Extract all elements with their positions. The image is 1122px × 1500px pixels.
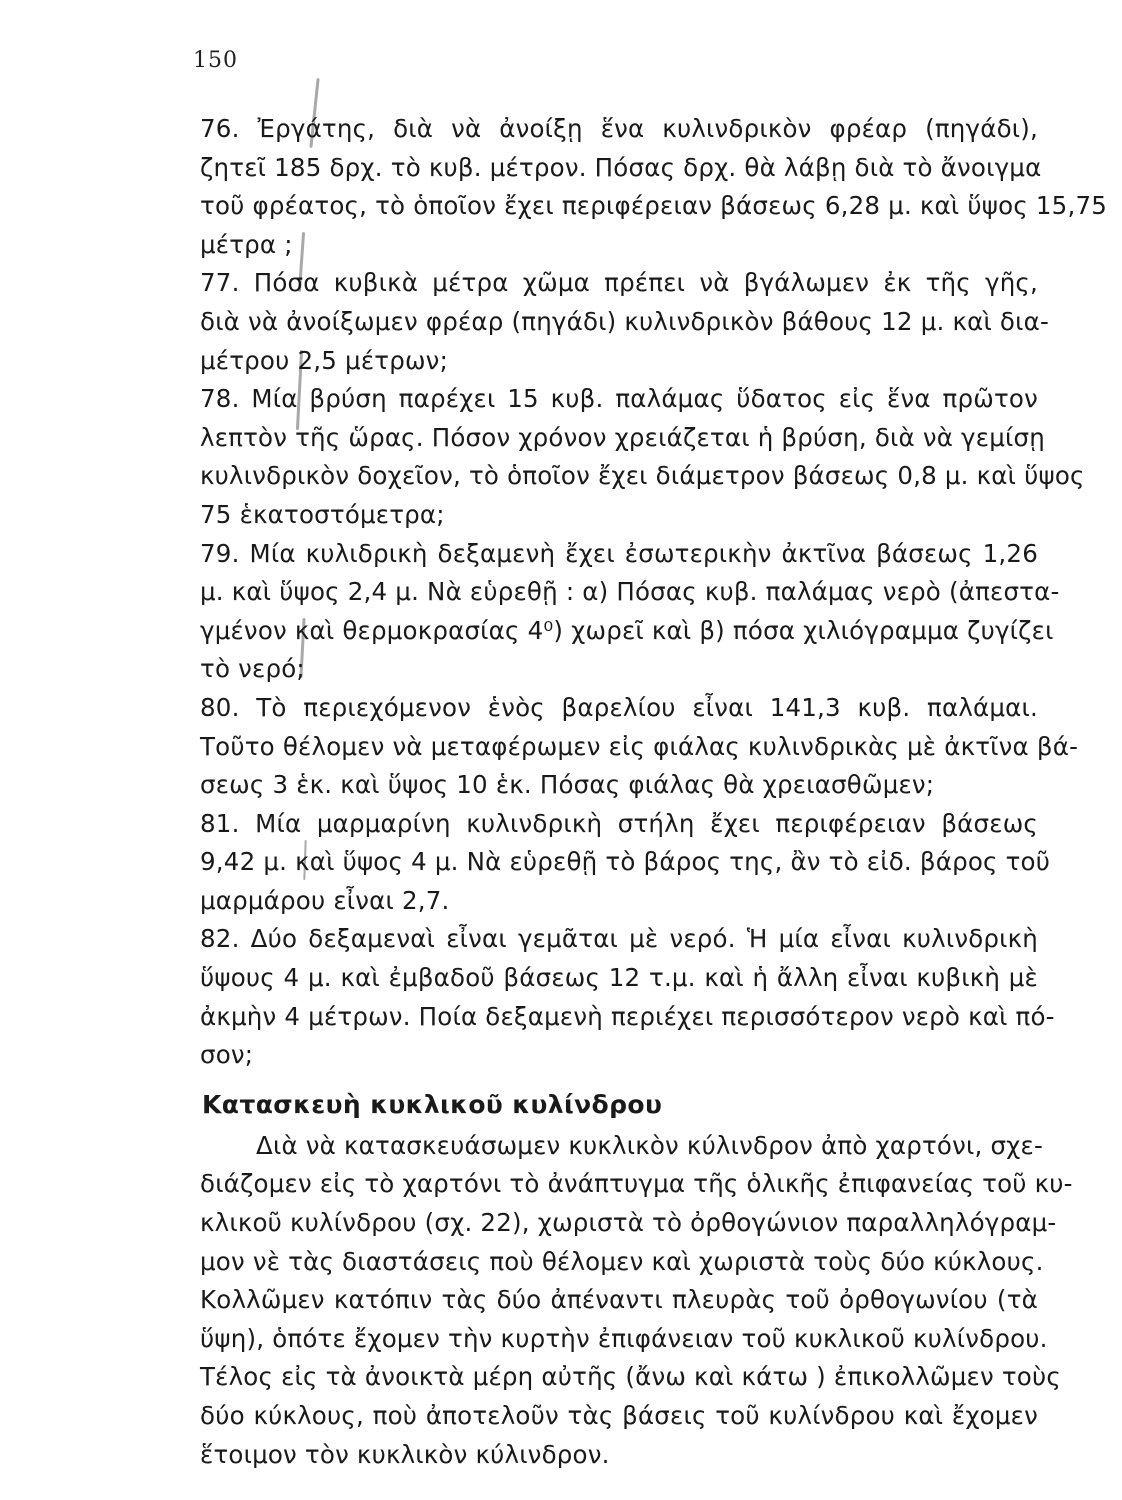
text-line: Τέλος εἰς τὰ ἀνοικτὰ μέρη αὐτῆς (ἄνω καὶ κάτω ) ἐπικολλῶμεν τοὺς — [200, 1362, 1061, 1392]
section-heading: Κατασκευὴ κυκλικοῦ κυλίνδρου — [202, 1089, 663, 1119]
text-line: δύο κύκλους, ποὺ ἀποτελοῦν τὰς βάσεις τοῦ κυλίνδρου καὶ ἔχομεν — [200, 1401, 1038, 1430]
text-line: Τοῦτο θέλομεν νὰ μεταφέρωμεν εἰς φιάλας κυλινδρικὰς μὲ ἀκτῖνα βά- — [200, 731, 1079, 761]
text-line: μαρμάρου εἶναι 2,7. — [200, 885, 450, 915]
text-line: ὕψη), ὁπότε ἔχομεν τὴν κυρτὴν ἐπιφάνειαν τοῦ κυκλικοῦ κυλίνδρου. — [200, 1323, 1048, 1353]
text-line: κυλινδρικὸν δοχεῖον, τὸ ὁποῖον ἔχει διάμετρον βάσεως 0,8 μ. καὶ ὕψος — [200, 461, 1085, 491]
text-line: λεπτὸν τῆς ὥρας. Πόσον χρόνον χρειάζεται ἡ βρύση, διὰ νὰ γεμίσῃ — [200, 422, 1045, 452]
text-line: 76. Ἐργάτης, διὰ νὰ ἀνοίξῃ ἕνα κυλινδρικὸν φρέαρ (πηγάδι), — [200, 114, 1038, 143]
text-line: μέτρα ; — [200, 229, 293, 259]
problem-76 — [200, 110, 1108, 264]
text-line: 82. Δύο δεξαμεναὶ εἶναι γεμᾶται μὲ νερό. Ἡ μία εἶναι κυλινδρικὴ — [200, 924, 1038, 954]
text-line: 81. Μία μαρμαρίνη κυλινδρικὴ στήλη ἔχει περιφέρειαν βάσεως — [200, 808, 1038, 838]
text-line: γμένον καὶ θερμοκρασίας 4⁰) χωρεῖ καὶ β) πόσα χιλιόγραμμα ζυγίζει — [200, 615, 1054, 645]
text-line: 79. Μία κυλιδρικὴ δεξαμενὴ ἔχει ἐσωτερικὴν ἀκτῖνα βάσεως 1,26 — [200, 538, 1038, 568]
page-content — [200, 110, 1108, 1474]
text-line: διὰ νὰ ἀνοίξωμεν φρέαρ (πηγάδι) κυλινδρικὸν βάθους 12 μ. καὶ δια- — [200, 306, 1049, 336]
section-cylinder-construction — [200, 1083, 1073, 1474]
problem-77 — [200, 264, 1049, 380]
problem-81 — [200, 805, 1051, 921]
text-line: Κολλῶμεν κατόπιν τὰς δύο ἀπέναντι πλευρὰς τοῦ ὀρθογωνίου (τὰ — [200, 1285, 1038, 1315]
text-line: Διὰ νὰ κατασκευάσωμεν κυκλικὸν κύλινδρον ἀπὸ χαρτόνι, σχε- — [256, 1130, 1044, 1160]
text-line: μέτρου 2,5 μέτρων; — [200, 345, 449, 375]
text-line: 78. Μία βρύση παρέχει 15 κυβ. παλάμας ὕδατος εἰς ἕνα πρῶτον — [200, 384, 1038, 414]
text-line: ζητεῖ 185 δρχ. τὸ κυβ. μέτρον. Πόσας δρχ. θὰ λάβῃ διὰ τὸ ἄνοιγμα — [200, 152, 1042, 182]
text-line: σεως 3 ἑκ. καὶ ὕψος 10 ἑκ. Πόσας φιάλας θὰ χρειασθῶμεν; — [200, 770, 935, 800]
text-line: 80. Τὸ περιεχόμενον ἑνὸς βαρελίου εἶναι 141,3 κυβ. παλάμαι. — [200, 692, 1038, 722]
text-line: 75 ἑκατοστόμετρα; — [200, 499, 445, 529]
text-line: ὕψους 4 μ. καὶ ἐμβαδοῦ βάσεως 12 τ.μ. καὶ ἡ ἄλλη εἶναι κυβικὴ μὲ — [200, 963, 1038, 993]
text-line: τοῦ φρέατος, τὸ ὁποῖον ἔχει περιφέρειαν βάσεως 6,28 μ. καὶ ὕψος 15,75 — [200, 191, 1108, 221]
text-line: ἀκμὴν 4 μέτρων. Ποία δεξαμενὴ περιέχει περισσότερον νερὸ καὶ πό- — [200, 1001, 1055, 1031]
text-line: ἕτοιμον τὸν κυκλικὸν κύλινδρον. — [200, 1439, 610, 1469]
text-line: κλικοῦ κυλίνδρου (σχ. 22), χωριστὰ τὸ ὀρθογώνιον παραλληλόγραμ- — [200, 1208, 1057, 1238]
text-line: μ. καὶ ὕψος 2,4 μ. Νὰ εὑρεθῇ : α) Πόσας κυβ. παλάμας νερὸ (ἀπεστα- — [200, 577, 1060, 607]
problem-80 — [200, 689, 1079, 805]
text-line: διάζομεν εἰς τὸ χαρτόνι τὸ ἀνάπτυγμα τῆς ὁλικῆς ἐπιφανείας τοῦ κυ- — [200, 1169, 1073, 1199]
text-line: μον νὲ τὰς διαστάσεις ποὺ θέλομεν καὶ χωριστὰ τοὺς δύο κύκλους. — [200, 1246, 1044, 1276]
text-line: 77. Πόσα κυβικὰ μέτρα χῶμα πρέπει νὰ βγάλωμεν ἐκ τῆς γῆς, — [200, 268, 1038, 298]
text-line: σον; — [200, 1040, 254, 1070]
problem-82 — [200, 920, 1055, 1074]
problem-78 — [200, 380, 1085, 534]
text-line: 9,42 μ. καὶ ὕψος 4 μ. Νὰ εὑρεθῇ τὸ βάρος της, ἂν τὸ εἰδ. βάρος τοῦ — [200, 847, 1051, 877]
problem-79 — [200, 535, 1060, 689]
page-number: 150 — [193, 48, 238, 73]
text-line: τὸ νερό; — [200, 654, 305, 684]
